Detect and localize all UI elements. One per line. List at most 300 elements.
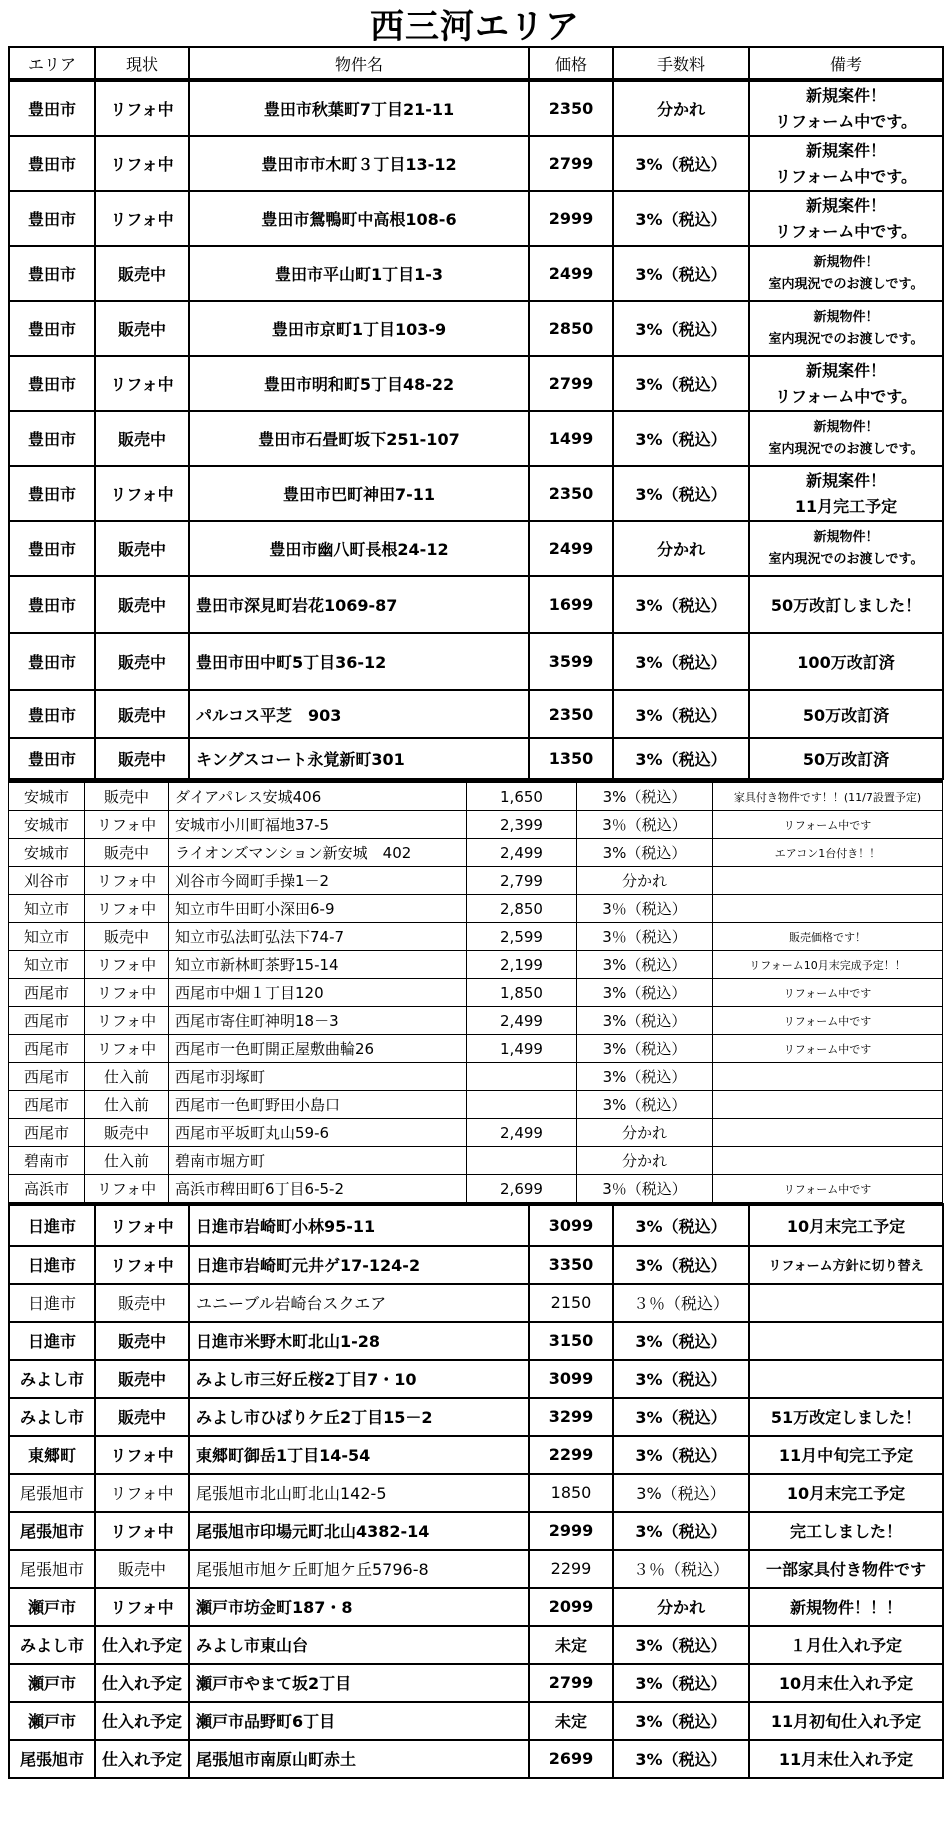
price-cell: 1,650	[467, 782, 577, 811]
property-name-cell: 高浜市稗田町6丁目6-5-2	[169, 1175, 467, 1203]
fee-cell: 3%（税込）	[613, 633, 749, 690]
table-row	[9, 1626, 943, 1664]
table-row	[9, 1436, 943, 1474]
property-name-cell: みよし市ひばりケ丘2丁目15－2	[189, 1398, 529, 1436]
area-cell: みよし市	[9, 1398, 95, 1436]
price-cell: 2,499	[467, 1007, 577, 1035]
status-cell: 仕入れ予定	[95, 1626, 189, 1664]
table-row	[9, 633, 943, 690]
area-cell: 尾張旭市	[9, 1474, 95, 1512]
remarks-cell: リフォーム中です	[713, 1007, 943, 1035]
property-name-cell: 安城市小川町福地37-5	[169, 811, 467, 839]
property-name-cell: パルコス平芝 903	[189, 690, 529, 738]
remarks-cell	[749, 81, 943, 136]
fee-cell: 3%（税込）	[613, 1322, 749, 1360]
status-cell: リフォ中	[85, 895, 169, 923]
status-cell: リフォ中	[95, 466, 189, 521]
property-name-cell: 知立市新林町茶野15-14	[169, 951, 467, 979]
fee-cell: 3%（税込）	[613, 411, 749, 466]
status-cell: 販売中	[95, 1360, 189, 1398]
price-cell: 2,499	[467, 839, 577, 867]
property-name-cell: 西尾市一色町開正屋敷曲輪26	[169, 1035, 467, 1063]
status-cell: 販売中	[85, 782, 169, 811]
remarks-cell	[749, 191, 943, 246]
remarks-cell	[749, 356, 943, 411]
remarks-cell: 50万改訂しました！	[749, 576, 943, 633]
fee-cell: 分かれ	[613, 1588, 749, 1626]
remarks-line-2: 11月完工予定	[794, 496, 898, 516]
status-cell: 仕入前	[85, 1147, 169, 1175]
table-row	[9, 811, 943, 839]
fee-cell: 3%（税込）	[613, 738, 749, 779]
price-cell: 3099	[529, 1360, 613, 1398]
table-row	[9, 1740, 943, 1778]
status-cell: リフォ中	[85, 1175, 169, 1203]
toyota-table	[8, 80, 944, 780]
status-cell: 販売中	[95, 1284, 189, 1322]
header-row	[9, 47, 943, 79]
area-cell: 安城市	[9, 811, 85, 839]
status-cell: リフォ中	[95, 136, 189, 191]
property-name-cell: 知立市弘法町弘法下74-7	[169, 923, 467, 951]
area-cell: 尾張旭市	[9, 1550, 95, 1588]
status-cell: 販売中	[95, 738, 189, 779]
status-cell: 販売中	[95, 411, 189, 466]
area-cell: 西尾市	[9, 979, 85, 1007]
price-cell: 2850	[529, 301, 613, 356]
status-cell: リフォ中	[95, 1474, 189, 1512]
remarks-cell: 完工しました！	[749, 1512, 943, 1550]
property-name-cell: 碧南市堀方町	[169, 1147, 467, 1175]
table-row	[9, 1205, 943, 1246]
header-table	[8, 46, 944, 80]
property-name-cell: 豊田市秋葉町7丁目21-11	[189, 81, 529, 136]
table-row	[9, 301, 943, 356]
price-cell: 2499	[529, 246, 613, 301]
fee-cell: 3%（税込）	[613, 246, 749, 301]
property-name-cell: 豊田市田中町5丁目36-12	[189, 633, 529, 690]
status-cell: リフォ中	[95, 81, 189, 136]
remarks-line-1: 新規案件！	[805, 85, 886, 105]
area-cell: 知立市	[9, 923, 85, 951]
remarks-cell: エアコン1台付き！！	[713, 839, 943, 867]
remarks-cell	[749, 246, 943, 301]
status-cell: リフォ中	[95, 1436, 189, 1474]
property-name-cell: 西尾市一色町野田小島口	[169, 1091, 467, 1119]
table-row	[9, 1035, 943, 1063]
price-cell: 3150	[529, 1322, 613, 1360]
fee-cell: 3%（税込）	[613, 1664, 749, 1702]
property-name-cell: 豊田市平山町1丁目1-3	[189, 246, 529, 301]
area-cell: 豊田市	[9, 356, 95, 411]
price-cell: 2,799	[467, 867, 577, 895]
fee-cell: 3%（税込）	[613, 136, 749, 191]
status-cell: 仕入前	[85, 1063, 169, 1091]
price-cell: 2499	[529, 521, 613, 576]
remarks-cell: 51万改定しました！	[749, 1398, 943, 1436]
price-cell: 2299	[529, 1436, 613, 1474]
property-name-cell: 尾張旭市北山町北山142-5	[189, 1474, 529, 1512]
status-cell: リフォ中	[95, 1246, 189, 1284]
price-cell: 2799	[529, 1664, 613, 1702]
header-fee: 手数料	[613, 47, 749, 79]
area-cell: 西尾市	[9, 1063, 85, 1091]
property-sheet	[8, 46, 942, 1779]
price-cell: 2299	[529, 1550, 613, 1588]
area-cell: 日進市	[9, 1205, 95, 1246]
status-cell: リフォ中	[95, 1205, 189, 1246]
table-row	[9, 411, 943, 466]
remarks-line-1: 新規案件！	[805, 140, 886, 160]
area-cell: 豊田市	[9, 633, 95, 690]
fee-cell: 分かれ	[577, 1119, 713, 1147]
remarks-cell: 100万改訂済	[749, 633, 943, 690]
status-cell: 販売中	[95, 246, 189, 301]
remarks-cell	[713, 1063, 943, 1091]
remarks-cell: リフォーム中です	[713, 979, 943, 1007]
price-cell: 1350	[529, 738, 613, 779]
status-cell: 仕入れ予定	[95, 1702, 189, 1740]
table-row	[9, 1007, 943, 1035]
property-name-cell: みよし市東山台	[189, 1626, 529, 1664]
header-status: 現状	[95, 47, 189, 79]
status-cell: 販売中	[85, 923, 169, 951]
property-name-cell: 西尾市中畑１丁目120	[169, 979, 467, 1007]
fee-cell: 3%（税込）	[613, 1398, 749, 1436]
property-name-cell: 西尾市寄住町神明18－3	[169, 1007, 467, 1035]
area-cell: 刈谷市	[9, 867, 85, 895]
property-name-cell: 豊田市市木町３丁目13-12	[189, 136, 529, 191]
property-name-cell: ライオンズマンション新安城 402	[169, 839, 467, 867]
area-cell: 安城市	[9, 839, 85, 867]
fee-cell: ３％（税込）	[613, 1284, 749, 1322]
fee-cell: 3％（税込）	[577, 811, 713, 839]
property-name-cell: 豊田市明和町5丁目48-22	[189, 356, 529, 411]
table-row	[9, 951, 943, 979]
table-row	[9, 136, 943, 191]
area-cell: 瀬戸市	[9, 1702, 95, 1740]
fee-cell: 3％（税込）	[577, 895, 713, 923]
status-cell: リフォ中	[85, 811, 169, 839]
fee-cell: 分かれ	[613, 81, 749, 136]
table-row	[9, 521, 943, 576]
fee-cell: ３％（税込）	[613, 1550, 749, 1588]
property-name-cell: 瀬戸市坊金町187・8	[189, 1588, 529, 1626]
price-cell: 2799	[529, 356, 613, 411]
area-cell: 西尾市	[9, 1119, 85, 1147]
property-name-cell: 尾張旭市旭ケ丘町旭ケ丘5796-8	[189, 1550, 529, 1588]
fee-cell: 3%（税込）	[577, 839, 713, 867]
price-cell: 3350	[529, 1246, 613, 1284]
price-cell: 2350	[529, 690, 613, 738]
fee-cell: 3%（税込）	[613, 690, 749, 738]
status-cell: 販売中	[85, 1119, 169, 1147]
price-cell: 2,699	[467, 1175, 577, 1203]
table-row	[9, 1147, 943, 1175]
remarks-cell	[713, 895, 943, 923]
property-name-cell: 豊田市京町1丁目103-9	[189, 301, 529, 356]
remarks-cell: １月仕入れ予定	[749, 1626, 943, 1664]
property-name-cell: 日進市岩崎町小林95-11	[189, 1205, 529, 1246]
fee-cell: 3%（税込）	[577, 1007, 713, 1035]
table-row	[9, 1664, 943, 1702]
property-name-cell: 尾張旭市南原山町赤土	[189, 1740, 529, 1778]
remarks-line-2: リフォーム中です。	[775, 111, 917, 131]
status-cell: 販売中	[95, 521, 189, 576]
remarks-cell	[749, 521, 943, 576]
price-cell: 3599	[529, 633, 613, 690]
remarks-cell: リフォーム中です	[713, 1175, 943, 1203]
fee-cell: 3%（税込）	[613, 1205, 749, 1246]
table-row	[9, 1474, 943, 1512]
status-cell: 販売中	[95, 1550, 189, 1588]
fee-cell: 分かれ	[613, 521, 749, 576]
price-cell: 2699	[529, 1740, 613, 1778]
price-cell: 2,499	[467, 1119, 577, 1147]
status-cell: 販売中	[95, 1322, 189, 1360]
price-cell: 3099	[529, 1205, 613, 1246]
remarks-cell	[749, 1322, 943, 1360]
property-name-cell: 西尾市平坂町丸山59-6	[169, 1119, 467, 1147]
remarks-cell: 家具付き物件です！！(11/7設置予定)	[713, 782, 943, 811]
property-name-cell: 知立市牛田町小深田6-9	[169, 895, 467, 923]
price-cell: 未定	[529, 1702, 613, 1740]
price-cell: 2,850	[467, 895, 577, 923]
fee-cell: 3%（税込）	[613, 1474, 749, 1512]
table-row	[9, 1284, 943, 1322]
area-cell: 豊田市	[9, 521, 95, 576]
price-cell	[467, 1147, 577, 1175]
area-cell: 瀬戸市	[9, 1664, 95, 1702]
table-row	[9, 867, 943, 895]
header-price: 価格	[529, 47, 613, 79]
fee-cell: 3％（税込）	[577, 923, 713, 951]
price-cell: 2,199	[467, 951, 577, 979]
status-cell: 仕入前	[85, 1091, 169, 1119]
remarks-cell	[749, 466, 943, 521]
price-cell: 1,499	[467, 1035, 577, 1063]
status-cell: リフォ中	[95, 356, 189, 411]
table-row	[9, 466, 943, 521]
remarks-cell: 一部家具付き物件です	[749, 1550, 943, 1588]
table-row	[9, 979, 943, 1007]
area-cell: 豊田市	[9, 576, 95, 633]
remarks-line-2: リフォーム中です。	[775, 221, 917, 241]
table-row	[9, 1588, 943, 1626]
table-row	[9, 576, 943, 633]
remarks-cell: 11月中旬完工予定	[749, 1436, 943, 1474]
area-cell: 知立市	[9, 951, 85, 979]
price-cell	[467, 1091, 577, 1119]
area-cell: 豊田市	[9, 246, 95, 301]
area-cell: 西尾市	[9, 1091, 85, 1119]
remarks-cell: リフォーム10月末完成予定！！	[713, 951, 943, 979]
area-cell: 碧南市	[9, 1147, 85, 1175]
remarks-line-2: 室内現況でのお渡しです。	[768, 276, 924, 292]
fee-cell: 3%（税込）	[613, 356, 749, 411]
property-name-cell: 瀬戸市品野町6丁目	[189, 1702, 529, 1740]
price-cell: 1499	[529, 411, 613, 466]
status-cell: リフォ中	[85, 1007, 169, 1035]
price-cell: 2999	[529, 191, 613, 246]
property-name-cell: 豊田市巴町神田7-11	[189, 466, 529, 521]
fee-cell: 3%（税込）	[577, 1091, 713, 1119]
property-name-cell: 日進市米野木町北山1-28	[189, 1322, 529, 1360]
remarks-line-1: 新規案件！	[805, 470, 886, 490]
remarks-line-2: 室内現況でのお渡しです。	[768, 331, 924, 347]
area-cell: みよし市	[9, 1626, 95, 1664]
area-cell: 西尾市	[9, 1035, 85, 1063]
header-area: エリア	[9, 47, 95, 79]
area-cell: 知立市	[9, 895, 85, 923]
area-cell: 日進市	[9, 1246, 95, 1284]
fee-cell: 3%（税込）	[613, 466, 749, 521]
fee-cell: 3%（税込）	[577, 1063, 713, 1091]
price-cell: 2150	[529, 1284, 613, 1322]
fee-cell: 3%（税込）	[613, 1626, 749, 1664]
remarks-cell: 10月末完工予定	[749, 1205, 943, 1246]
status-cell: 販売中	[95, 301, 189, 356]
remarks-cell	[713, 1091, 943, 1119]
remarks-cell	[713, 1147, 943, 1175]
remarks-cell	[749, 136, 943, 191]
table-row	[9, 81, 943, 136]
property-name-cell: キングスコート永覚新町301	[189, 738, 529, 779]
remarks-line-2: リフォーム中です。	[775, 166, 917, 186]
header-remarks: 備考	[749, 47, 943, 79]
property-name-cell: 尾張旭市印場元町北山4382-14	[189, 1512, 529, 1550]
property-name-cell: 瀬戸市やまて坂2丁目	[189, 1664, 529, 1702]
property-name-cell: 西尾市羽塚町	[169, 1063, 467, 1091]
price-cell: 3299	[529, 1398, 613, 1436]
price-cell: 2799	[529, 136, 613, 191]
price-cell: 2350	[529, 81, 613, 136]
area-cell: 豊田市	[9, 301, 95, 356]
fee-cell: 分かれ	[577, 1147, 713, 1175]
status-cell: 仕入れ予定	[95, 1740, 189, 1778]
area-cell: 日進市	[9, 1284, 95, 1322]
table-row	[9, 690, 943, 738]
status-cell: 仕入れ予定	[95, 1664, 189, 1702]
fee-cell: 3%（税込）	[613, 576, 749, 633]
property-name-cell: 豊田市深見町岩花1069-87	[189, 576, 529, 633]
remarks-cell: 販売価格です！	[713, 923, 943, 951]
table-row	[9, 1398, 943, 1436]
area-cell: 高浜市	[9, 1175, 85, 1203]
fee-cell: 3%（税込）	[577, 782, 713, 811]
status-cell: 販売中	[95, 633, 189, 690]
area-cell: 安城市	[9, 782, 85, 811]
status-cell: リフォ中	[85, 951, 169, 979]
table-row	[9, 191, 943, 246]
status-cell: リフォ中	[95, 191, 189, 246]
area-cell: 東郷町	[9, 1436, 95, 1474]
page-title: 西三河エリア	[370, 6, 580, 47]
area-cell: 豊田市	[9, 411, 95, 466]
table-row	[9, 1322, 943, 1360]
area-cell: 豊田市	[9, 690, 95, 738]
fee-cell: 3％（税込）	[577, 1175, 713, 1203]
fee-cell: 3%（税込）	[613, 1436, 749, 1474]
area-cell: 豊田市	[9, 191, 95, 246]
remarks-cell: リフォーム中です	[713, 811, 943, 839]
remarks-line-2: 室内現況でのお渡しです。	[768, 551, 924, 567]
remarks-line-1: 新規物件！	[813, 419, 879, 435]
table-row	[9, 1702, 943, 1740]
fee-cell: 3%（税込）	[613, 1740, 749, 1778]
area-cell: 西尾市	[9, 1007, 85, 1035]
status-cell: リフォ中	[85, 867, 169, 895]
table-row	[9, 895, 943, 923]
status-cell: 販売中	[95, 1398, 189, 1436]
status-cell: リフォ中	[95, 1588, 189, 1626]
fee-cell: 3%（税込）	[613, 1246, 749, 1284]
fee-cell: 3%（税込）	[613, 301, 749, 356]
remarks-line-1: 新規物件！	[813, 529, 879, 545]
remarks-cell	[749, 1284, 943, 1322]
remarks-cell	[713, 867, 943, 895]
table-row	[9, 1063, 943, 1091]
price-cell: 2350	[529, 466, 613, 521]
owari-table	[8, 1203, 944, 1779]
fee-cell: 3%（税込）	[613, 1512, 749, 1550]
remarks-cell: 新規物件！！！	[749, 1588, 943, 1626]
property-name-cell: 東郷町御岳1丁目14-54	[189, 1436, 529, 1474]
price-cell: 2099	[529, 1588, 613, 1626]
status-cell: 販売中	[95, 690, 189, 738]
fee-cell: 3%（税込）	[613, 1702, 749, 1740]
price-cell	[467, 1063, 577, 1091]
table-row	[9, 1119, 943, 1147]
remarks-cell: リフォーム中です	[713, 1035, 943, 1063]
table-row	[9, 246, 943, 301]
property-name-cell: 豊田市鴛鴨町中高根108-6	[189, 191, 529, 246]
remarks-cell	[713, 1119, 943, 1147]
table-row	[9, 738, 943, 779]
remarks-cell	[749, 301, 943, 356]
fee-cell: 3%（税込）	[577, 951, 713, 979]
status-cell: リフォ中	[85, 979, 169, 1007]
remarks-cell: 10月末仕入れ予定	[749, 1664, 943, 1702]
area-cell: 尾張旭市	[9, 1740, 95, 1778]
west-mikawa-table	[8, 780, 943, 1203]
remarks-line-1: 新規物件！	[813, 309, 879, 325]
area-cell: みよし市	[9, 1360, 95, 1398]
table-row	[9, 839, 943, 867]
table-row	[9, 1512, 943, 1550]
table-row	[9, 1091, 943, 1119]
price-cell: 2,399	[467, 811, 577, 839]
area-cell: 豊田市	[9, 466, 95, 521]
remarks-line-2: リフォーム中です。	[775, 386, 917, 406]
table-row	[9, 1246, 943, 1284]
table-row	[9, 1550, 943, 1588]
area-cell: 尾張旭市	[9, 1512, 95, 1550]
property-name-cell: 日進市岩崎町元井ゲ17-124-2	[189, 1246, 529, 1284]
remarks-line-1: 新規案件！	[805, 195, 886, 215]
remarks-cell	[749, 411, 943, 466]
table-row	[9, 1175, 943, 1203]
area-cell: 瀬戸市	[9, 1588, 95, 1626]
property-name-cell: ユニーブル岩崎台スクエア	[189, 1284, 529, 1322]
remarks-line-1: 新規物件！	[813, 254, 879, 270]
fee-cell: 3%（税込）	[613, 191, 749, 246]
area-cell: 豊田市	[9, 81, 95, 136]
remarks-cell: 50万改訂済	[749, 738, 943, 779]
status-cell: リフォ中	[95, 1512, 189, 1550]
area-cell: 日進市	[9, 1322, 95, 1360]
fee-cell: 3%（税込）	[613, 1360, 749, 1398]
